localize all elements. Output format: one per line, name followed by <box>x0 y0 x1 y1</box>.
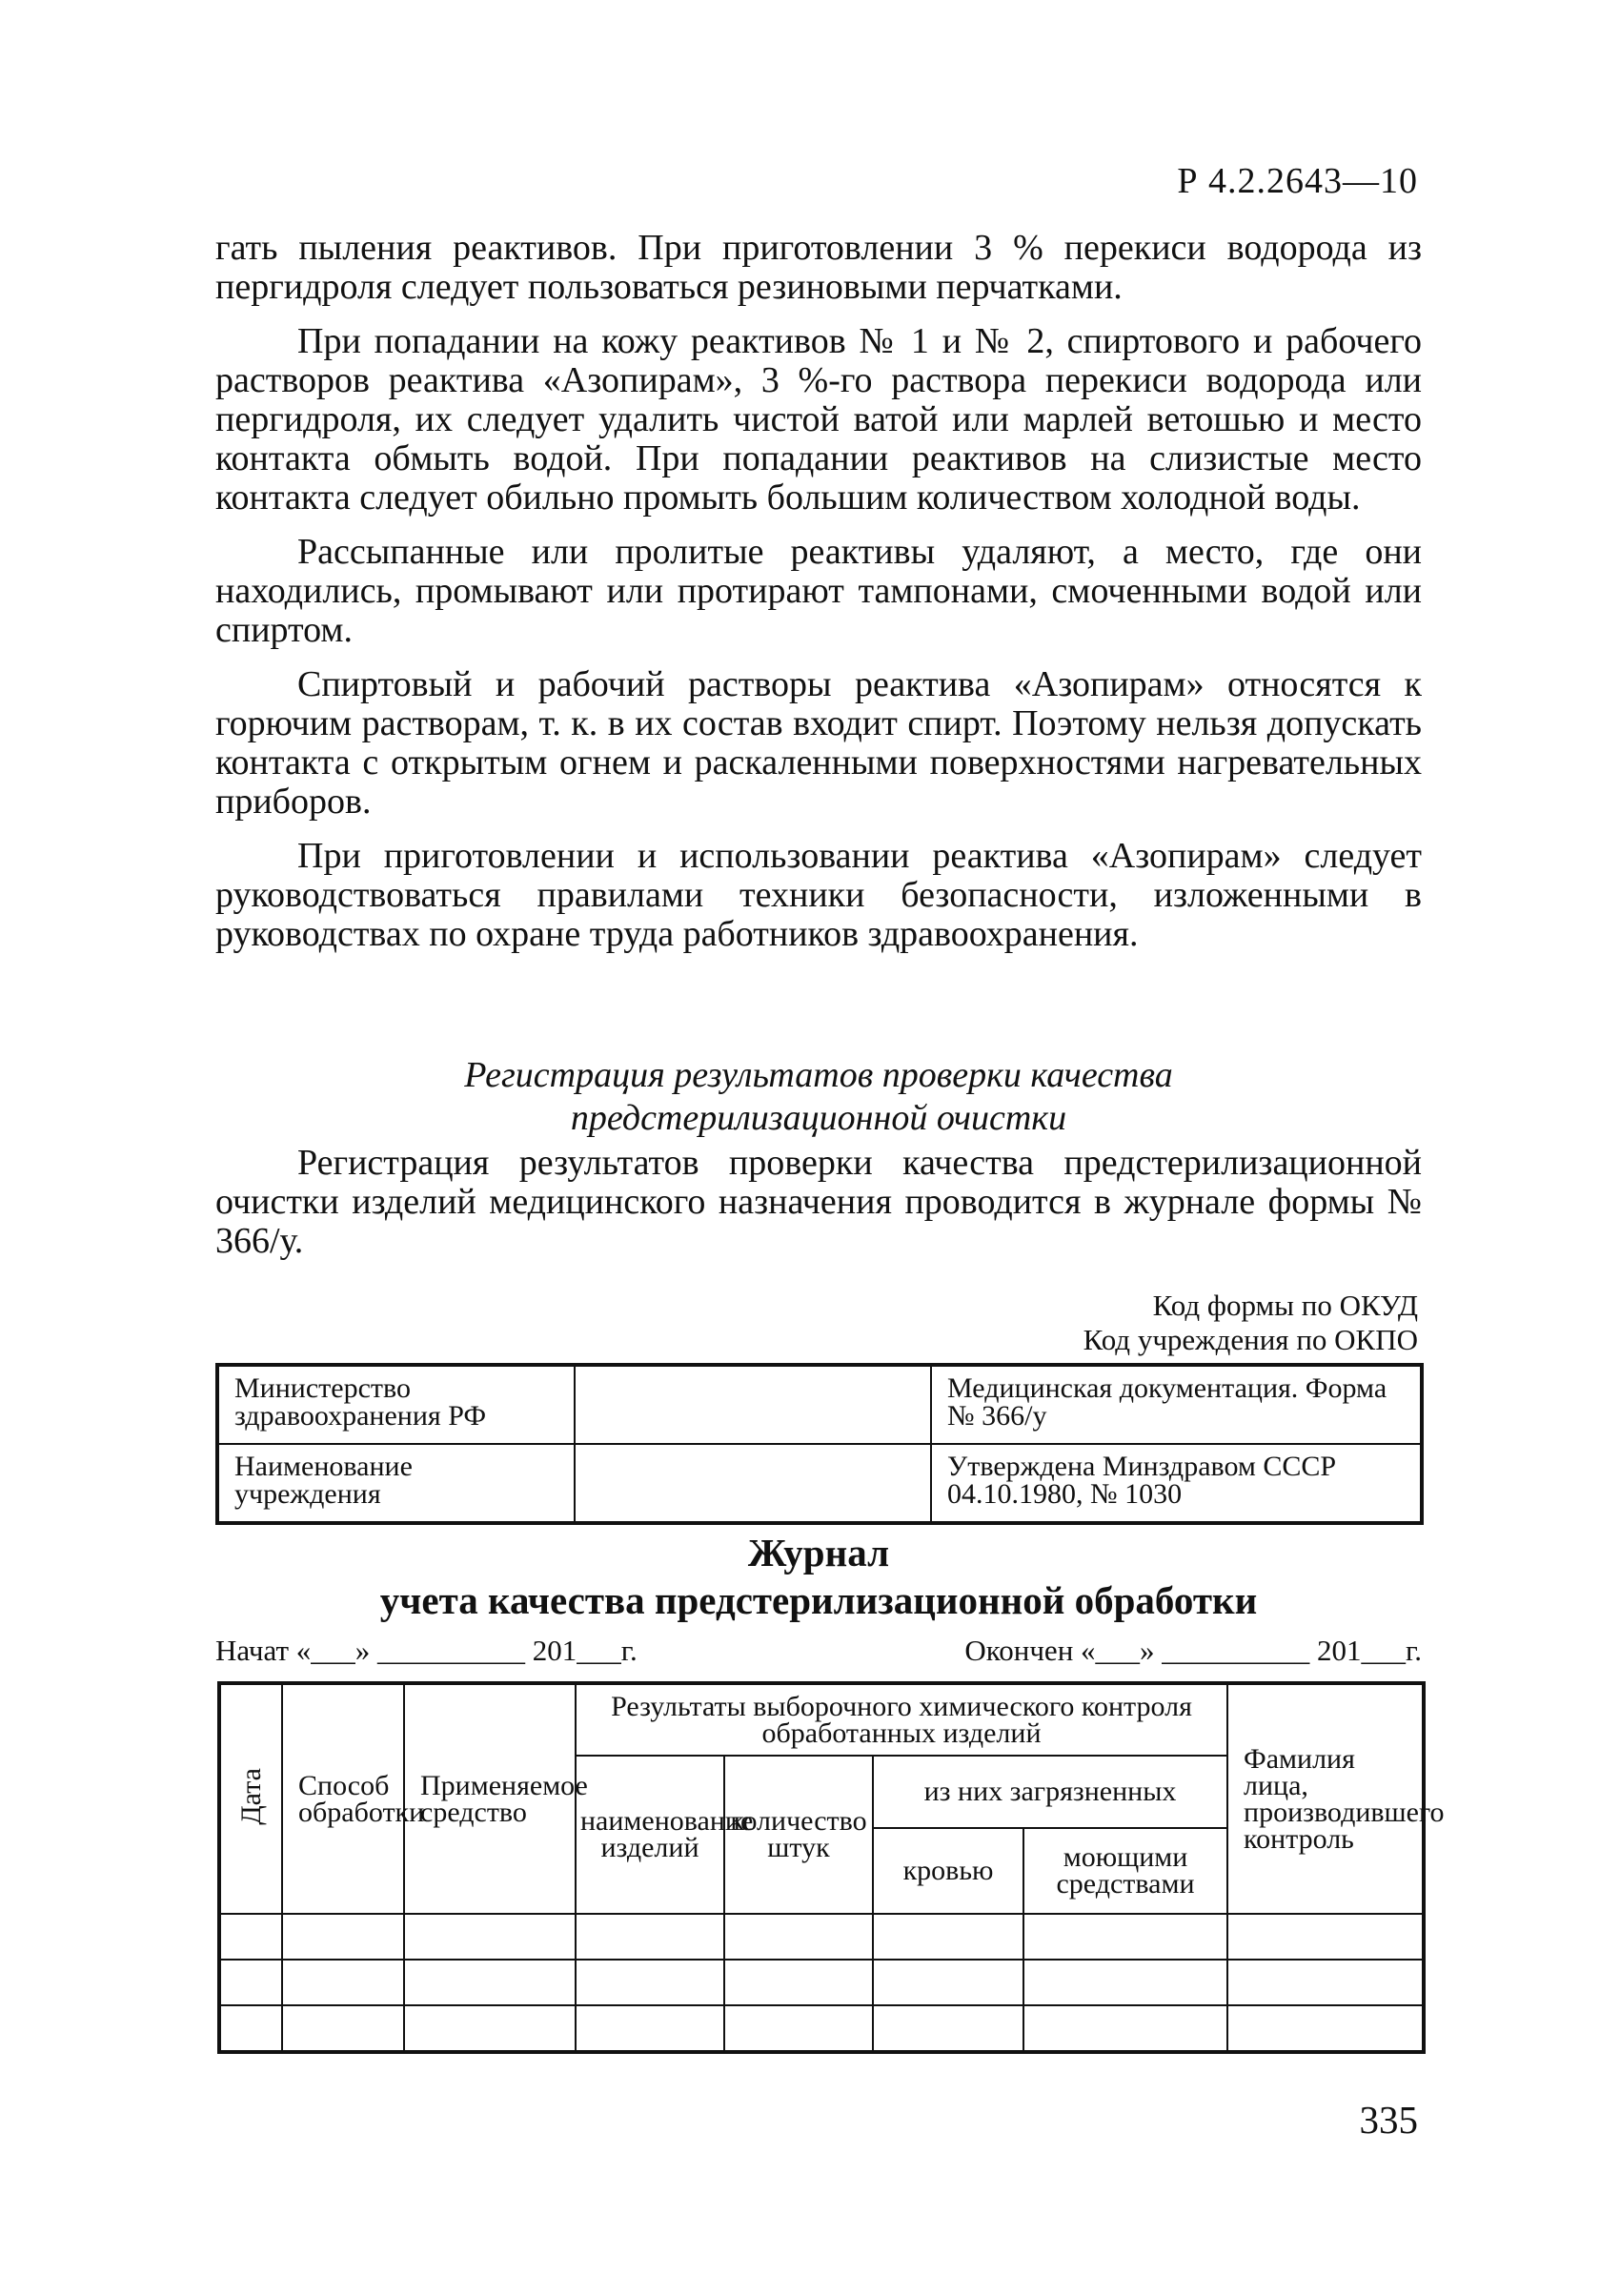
table-row <box>219 1914 1424 1960</box>
registration-paragraph: Регистрация результатов проверки качества предстерилизационной очистки изделий медицинского назначения проводится в журнале формы № 366/у. <box>215 1143 1422 1261</box>
header-detergents: моющими средствами <box>1023 1828 1227 1914</box>
table-cell <box>282 1960 404 2005</box>
header-contaminated: из них загрязненных <box>873 1756 1227 1828</box>
header-method: Способ обработки <box>282 1683 404 1914</box>
institution-value-cell <box>575 1444 931 1523</box>
header-agent: Применяемое средство <box>404 1683 576 1914</box>
paragraph-5: При приготовлении и использовании реактива «Азопирам» следует руководствоваться правилами техники безопасности, изложенными в руководствах по охране труда работников здравоохранения. <box>215 836 1422 954</box>
table-cell <box>576 1960 724 2005</box>
document-code: Р 4.2.2643—10 <box>1177 161 1418 201</box>
table-cell <box>1227 2005 1424 2052</box>
section-title-line2: предстерилизационной очистки <box>570 1098 1067 1138</box>
table-cell <box>1023 2005 1227 2052</box>
table-cell <box>724 1914 873 1960</box>
paragraph-2: При попадании на кожу реактивов № 1 и № 2, спиртового и рабочего растворов реактива «Азопирам», 3 %-го раствора перекиси водорода или пергидроля, их следует удалить чистой ватой или марлей ветошью и место контакта обмыть водой. При попадании реактивов на слизистые место контакта следует обильно промыть большим количеством холодной воды. <box>215 321 1422 518</box>
section-title <box>215 1054 1422 1140</box>
okud-code-label: Код формы по ОКУД <box>1152 1289 1418 1322</box>
journal-subtitle: учета качества предстерилизационной обработки <box>379 1578 1258 1622</box>
header-controller: Фамилия лица, производившего контроль <box>1227 1683 1424 1914</box>
journal-table <box>217 1681 1445 2054</box>
table-cell <box>219 2005 282 2052</box>
ministry-cell: Министерство здравоохранения РФ <box>217 1365 575 1444</box>
table-row <box>219 2005 1424 2052</box>
header-quantity: количество штук <box>724 1756 873 1914</box>
header-blood: кровью <box>873 1828 1023 1914</box>
table-cell <box>576 1914 724 1960</box>
table-cell <box>1023 1960 1227 2005</box>
table-cell <box>576 2005 724 2052</box>
header-results: Результаты выборочного химического контроля обработанных изделий <box>576 1683 1227 1756</box>
table-cell <box>219 1914 282 1960</box>
table-cell <box>724 2005 873 2052</box>
paragraph-1: гать пыления реактивов. При приготовлении 3 % перекиси водорода из пергидроля следует пользоваться резиновыми перчатками. <box>215 228 1422 307</box>
header-date <box>219 1683 282 1914</box>
paragraph-4: Спиртовый и рабочий растворы реактива «Азопирам» относятся к горючим растворам, т. к. в их состав входит спирт. Поэтому нельзя допускать контакта с открытым огнем и раскаленными поверхностями нагревательных приборов. <box>215 664 1422 822</box>
ministry-value-cell <box>575 1365 931 1444</box>
okpo-code-label: Код учреждения по ОКПО <box>1083 1323 1418 1356</box>
header-date-label: Дата <box>234 1768 267 1825</box>
finished-label: Окончен «___» __________ 201___г. <box>964 1634 1422 1667</box>
table-row <box>219 1960 1424 2005</box>
table-cell <box>873 1914 1023 1960</box>
header-item-name: наименование изделий <box>576 1756 724 1914</box>
form-codes <box>1083 1289 1418 1357</box>
table-cell <box>404 1914 576 1960</box>
approved-cell: Утверждена Минздравом СССР 04.10.1980, № 1030 <box>931 1444 1422 1523</box>
table-cell <box>282 2005 404 2052</box>
paragraph-3: Рассыпанные или пролитые реактивы удаляют, а место, где они находились, промывают или протирают тампонами, смоченными водой или спиртом. <box>215 532 1422 650</box>
table-cell <box>873 2005 1023 2052</box>
table-cell <box>1023 1914 1227 1960</box>
table-cell <box>219 1960 282 2005</box>
table-cell <box>282 1914 404 1960</box>
section-title-line1: Регистрация результатов проверки качества <box>464 1055 1173 1095</box>
table-cell <box>1227 1960 1424 2005</box>
form-header-table <box>215 1363 1424 1525</box>
journal-title-main: Журнал <box>747 1531 890 1575</box>
journal-title <box>215 1529 1422 1624</box>
table-cell <box>404 2005 576 2052</box>
institution-cell: Наименование учреждения <box>217 1444 575 1523</box>
started-label: Начат «___» __________ 201___г. <box>215 1634 638 1667</box>
table-cell <box>873 1960 1023 2005</box>
med-doc-cell: Медицинская документация. Форма № 366/у <box>931 1365 1422 1444</box>
body-text <box>215 229 1422 969</box>
table-cell <box>1227 1914 1424 1960</box>
page-number: 335 <box>1359 2098 1418 2142</box>
table-cell <box>724 1960 873 2005</box>
table-cell <box>404 1960 576 2005</box>
